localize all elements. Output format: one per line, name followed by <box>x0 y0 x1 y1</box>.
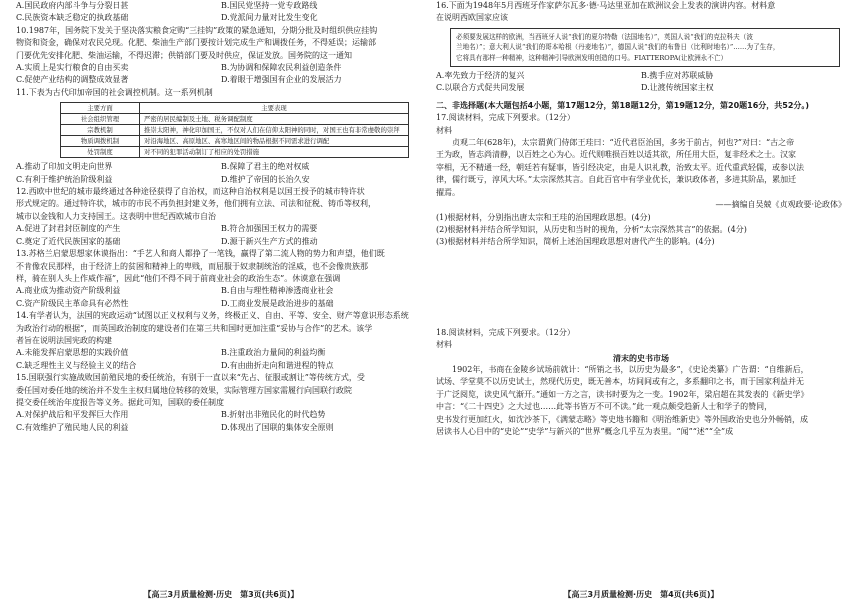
q16-quote-line: 它将具有那样一种精神，这种精神引导欧洲发明创造的口号。FIATTEROPA(让欧洲永不亡） <box>456 53 728 62</box>
q18-material-line: 1902年，书商在金陵乡试场前就计：“所销之书，以历史为最多”，《史论类纂》广告谓：“自维新后， <box>452 364 809 374</box>
q16-quote-line: 兰地名）”；意大利人说“我们的哥本哈根（丹麦地名）”，德国人说“我们的布鲁日（比利时地名）”……为了生存， <box>456 43 780 52</box>
q11-table-header <box>61 103 409 114</box>
q16-quote-box <box>450 28 840 67</box>
q16-stem-line: 在说明西欧国家应该 <box>436 13 508 23</box>
q12-stem-line: 12.西欧中世纪的城市最终通过各种途径获得了自治权，而这种自治权利是以国王授予的城市特许状 <box>16 187 365 197</box>
q10-option-a: A.实质上是实行粮食的自由买卖 <box>16 63 129 73</box>
q17-heading: 17.阅读材料，完成下列要求。（12分） <box>436 113 575 123</box>
table-row <box>61 147 409 158</box>
q10-stem-line: 10.1987年，国务院下发关于坚决落实粮食定购“三挂钩”政策的紧急通知，分期分批及时组织供应挂钩 <box>16 25 378 35</box>
q18-material-line: 史书发行更加红火，如沈沙茶下，《满蒙志略》等史地书籍和《明治维新史》等外国政治史也分外畅销，成 <box>436 414 808 424</box>
q15-option-c: C.有效维护了殖民地人民的利益 <box>16 422 129 432</box>
q16-stem-line: 16.下面为1948年5月西班牙作家萨尔瓦多·德·马达里亚加在欧洲议会上发表的演讲内容。材料意 <box>436 1 776 10</box>
q12-option-d: D.源于新兴生产方式的推动 <box>221 236 318 246</box>
q11-table-header-cell: 主要表现 <box>140 103 409 114</box>
q9-option-c: C.民族资本缺乏稳定的执政基础 <box>16 13 129 23</box>
q17-subquestion: (3)根据材料并结合所学知识，简析上述治国理政思想对唐代产生的影响。(4分) <box>436 237 715 247</box>
q10-options-row-2 <box>16 74 426 86</box>
q18-heading: 18.阅读材料，完成下列要求。（12分） <box>436 327 575 337</box>
q16-option-c: C.以联合方式促共同发展 <box>436 83 525 93</box>
q15-option-a: A.对保护战后和平发挥巨大作用 <box>16 410 129 420</box>
q17-subquestion: (2)根据材料并结合所学知识，从历史和当时的视角，分析“太宗深然其言”的依据。(4分) <box>436 224 747 234</box>
q16-option-a: A.率先致力于经济的复兴 <box>436 71 525 81</box>
q9-option-d: D.党派间力量对比发生变化 <box>221 13 318 23</box>
q16-option-b: B.携手应对苏联威胁 <box>641 71 714 81</box>
q17-source: ——摘编自吴兢《贞观政要·论政体》 <box>715 200 846 210</box>
q11-table-header-cell: 主要方面 <box>61 103 140 114</box>
q15-options-row-2 <box>16 422 426 434</box>
q14-stem-line: 为政治行动的根据”，而英国政治制度的建设者们在第三共和国时更加注重“妥协与合作”的艺术。该学 <box>16 323 373 333</box>
q18-material-label: 材料 <box>436 340 452 350</box>
q14-options-row-1 <box>16 347 426 359</box>
q13-option-b: B.自由与理性精神渗透商业社会 <box>221 286 334 296</box>
q17-material-line: 宰相，无不精通一经，朝廷若有疑事，皆引经决定，由是人识礼教，治致太平。近代重武轻儒，或参以法 <box>436 162 804 172</box>
q14-stem-line: 者旨在说明法国宪政的构建 <box>16 335 112 345</box>
q15-stem-line: 委任国对委任地的统治并不发生主权归属地位转移的效果，实际管理方国家需履行向国联行政院 <box>16 385 352 395</box>
q12-options-row-2 <box>16 236 426 248</box>
q17-material-line: 律，儒行既亏，淳风大坏。”太宗深然其言。自此百官中有学业优长，兼识政体者，多进其阶品，累加迁 <box>436 175 797 185</box>
q13-stem-line: 不肯像农民那样，由于经济上的贫困和精神上的卑贱，而屈服于奴隶制统治的淫威，也不会像贵族那 <box>16 261 368 271</box>
q14-option-c: C.缺乏理性主义与经验主义的结合 <box>16 360 137 370</box>
table-cell: 处罚制度 <box>61 147 140 158</box>
q12-option-a: A.促进了封君封臣制度的产生 <box>16 224 121 234</box>
q17-material-label: 材料 <box>436 125 452 135</box>
q11-option-c: C.有利于维护统治阶级利益 <box>16 174 113 184</box>
section-heading-nonchoice: 二、非选择题(本大题包括4小题，第17题12分，第18题12分，第19题12分，第20题16分，共52分。) <box>436 100 810 110</box>
q15-options-row-1 <box>16 409 426 421</box>
table-row <box>61 136 409 147</box>
q10-option-b: B.为协调和保障农民利益创造条件 <box>221 63 342 73</box>
q13-option-a: A.商业成为推动资产阶级利益 <box>16 286 121 296</box>
q13-stem-line: 样，骑在别人头上作威作福”，因此“他们不得不同于前商业社会的政治生态”。休谟意在强调 <box>16 273 341 283</box>
q17-material-line: 贞观二年(628年)，太宗谓黄门侍郎王珪曰：“近代君臣治国，多劣于前古，何也?”对曰：“古之帝 <box>452 138 795 148</box>
q10-stem-line: 物资和资金，确保对农民兑现。化肥、柴油生产部门要按计划完成生产和调拨任务，不得延误；运输部 <box>16 38 376 48</box>
q14-stem-line: 14.有学者认为，法国的宪政运动“试图以正义权利与义务，终极正义、自由、平等、安全、财产等意识形态系统 <box>16 311 409 321</box>
q10-options-row-1 <box>16 62 426 74</box>
table-cell: 对不同的犯罪活动制订了相应的处罚措施 <box>140 147 409 158</box>
q17-material-line: 擢焉。 <box>436 187 460 197</box>
q11-stem: 11.下表为古代印加帝国的社会调控机制。这一系列机制 <box>16 87 213 97</box>
q15-option-b: B.折射出非殖民化的时代趋势 <box>221 410 326 420</box>
q12-stem-line: 城市以金钱和人力支持国王。这表明中世纪西欧城市自治 <box>16 211 216 221</box>
q16-quote-line: 必须要发展这样的欧洲，当西班牙人说“我们的夏尔特勒（法国地名）”，英国人说“我们的克拉科夫（波 <box>456 32 753 41</box>
q18-material-title: 清末的史书市场 <box>613 352 669 363</box>
q12-stem-line: 形式规定的。通过特许状，城市的市民不再负担封建义务，他们拥有立法、司法和征税、铸币等权利， <box>16 199 376 209</box>
q18-material-line: 试场、学堂莫不以历史试士，然现代历史，既无善本，坊间间或有之，多系翻印之书，而于国家利益并无 <box>436 377 804 387</box>
q10-option-d: D.着眼于增强国有企业的发展活力 <box>221 75 342 85</box>
q9-option-b: B.国民党坚持一党专政路线 <box>221 1 318 10</box>
q9-option-a: A.国民政府内部斗争与分裂日甚 <box>16 1 129 10</box>
q18-material-line: 中言：“《二十四史》之大过也……此等书皆万不可不读。”此一观点颇受趋新人士和学子的赞同， <box>436 402 773 412</box>
q13-stem-line: 13.苏格兰启蒙思想家休谟指出：“手艺人和商人都挣了一笔钱，赢得了第二流人物的势力和声望，他们既 <box>16 249 385 259</box>
q18-material-line: 居读书人心目中的“史论”“史学”与新兴的“世界”概念几乎互为表里。“闻”“述”“全”成 <box>436 426 734 436</box>
q13-options-row-2 <box>16 298 426 310</box>
table-cell: 宗教机制 <box>61 125 140 136</box>
answer-space <box>436 249 846 327</box>
q10-stem-line: 门要优先安排化肥、柴油运输，不得迟滞；供销部门要及时供应，保证发放。国务院的这一通知 <box>16 50 352 60</box>
right-page <box>436 0 846 607</box>
q12-option-b: B.符合加强国王权力的需要 <box>221 224 318 234</box>
q13-option-d: D.工商业发展是政治进步的基础 <box>221 298 334 308</box>
table-cell: 物质调拨机制 <box>61 136 140 147</box>
q15-stem-line: 15.国联强行实施战败国前殖民地的委任统治，有别于一直以来“先占、征服或割让”等传统方式，受 <box>16 373 365 383</box>
q13-options-row-1 <box>16 285 426 297</box>
q12-option-c: C.奠定了近代民族国家的基础 <box>16 236 121 246</box>
q14-options-row-2 <box>16 360 426 372</box>
q15-option-d: D.体现出了国联的集体安全原则 <box>221 422 334 432</box>
q11-option-d: D.维护了帝国的长治久安 <box>221 174 310 184</box>
table-cell: 社会组织管理 <box>61 114 140 125</box>
q17-subquestion: (1)根据材料，分别指出唐太宗和王珪的治国理政思想。(4分) <box>436 212 651 222</box>
q16-option-d: D.让渡传统国家主权 <box>641 83 714 93</box>
page-footer-right: 【高三3月质量检测·历史 第4页(共6页)】 <box>563 589 719 599</box>
q9-options-row-1 <box>16 0 426 12</box>
q11-option-a: A.推动了印加文明走向世界 <box>16 162 113 172</box>
q14-option-b: B.注重政治力量间的利益均衡 <box>221 348 326 358</box>
q14-option-d: D.有由曲折走向和谐进程的特点 <box>221 360 334 370</box>
left-page <box>16 0 426 607</box>
q10-option-c: C.促使产业结构的调整成效显著 <box>16 75 129 85</box>
q15-stem-line: 提交委任统治年度报告等义务。据此可知，国联的委任制度 <box>16 397 224 407</box>
q11-option-b: B.保障了君主的绝对权威 <box>221 162 310 172</box>
table-cell: 对沿海地区、高原地区、高寒地区间的物品根据不同需求进行调配 <box>140 136 409 147</box>
q9-options-row-2 <box>16 12 426 24</box>
table-row <box>61 114 409 125</box>
table-cell: 推崇太阳神，神化印加国王，不仅对人们在信仰太阳神的同时，对国王也有非常虔敬的崇拜 <box>140 125 409 136</box>
page-footer-left: 【高三3月质量检测·历史 第3页(共6页)】 <box>143 589 299 599</box>
q14-option-a: A.未能发挥启蒙思想的实践价值 <box>16 348 129 358</box>
q12-options-row-1 <box>16 223 426 235</box>
q11-table <box>60 102 409 158</box>
q17-material-line: 王为政，皆志尚清静，以百姓之心为心。近代则唯损百姓以适其欲，所任用大臣，复非经术之士。汉家 <box>436 150 796 160</box>
q16-options-row-1 <box>436 70 846 82</box>
table-cell: 严密的居民编制及土地、税务调配制度 <box>140 114 409 125</box>
q11-options-row-2 <box>16 174 426 186</box>
table-row <box>61 125 409 136</box>
q18-material-line: 于广泛阅览，读史风气渐开。”通如一方之言，读书时要为之一变。1902年，梁启超在其发表的《新史学》 <box>436 389 809 399</box>
q16-options-row-2 <box>436 82 846 94</box>
q11-options-row-1 <box>16 161 426 173</box>
q13-option-c: C.资产阶级民主革命具有必然性 <box>16 298 129 308</box>
